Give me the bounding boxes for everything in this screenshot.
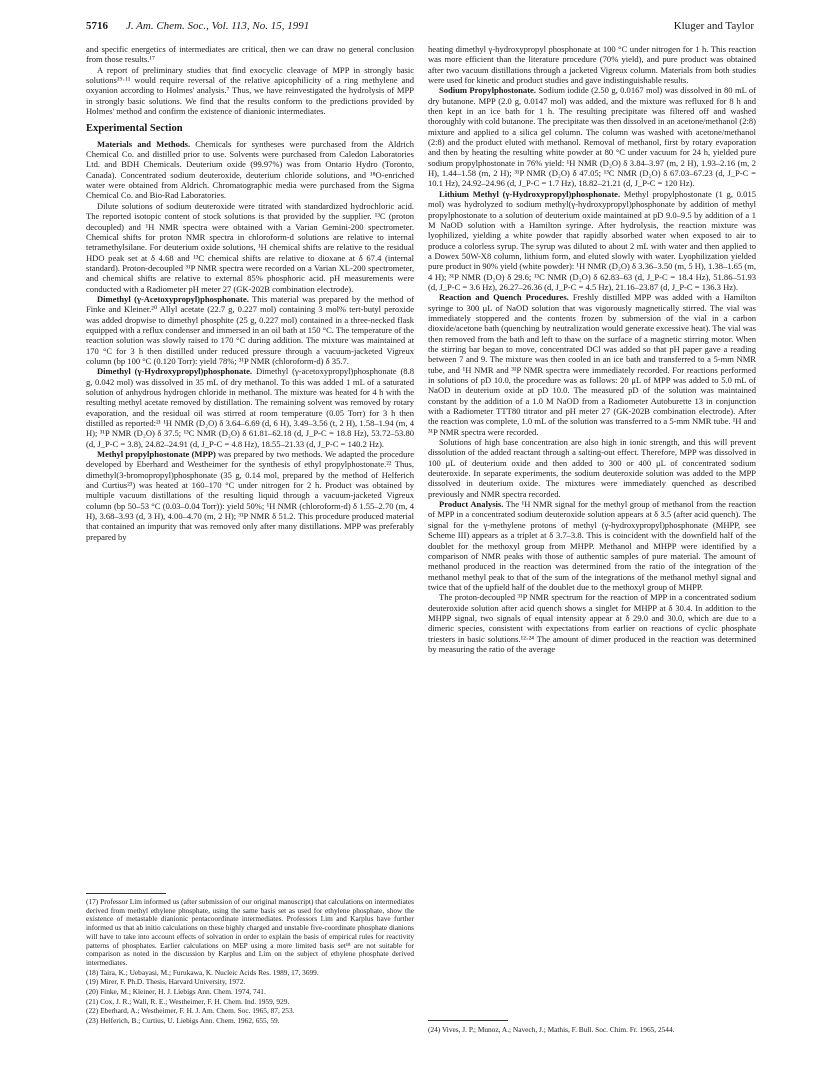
- footnotes-left: [86, 898, 414, 1027]
- footnote: (17) Professor Lim informed us (after submission of our original manuscript) that calculations on intermediates derived from methyl ethylene phosphate, using the same basis set as used for ethylene phosphate, show the existence of metastable dianionic pentacoordinate intermediates. Professors Lim and Karplus have further informed us that ab initio calculations on these highly charged and unstable five-coordinate phosphate dianions will have to take into account effects of solvation in order to explain the basis of empirical rules for reactivity patterns of phosphates. Earlier calculations on MEP using a more limited basis set¹⁸ are not suitable for comparison as noted in the discussion by Karplus and Lim on the subject of ethylene phosphate derived intermediates.: [86, 897, 414, 967]
- right-column: [428, 44, 756, 654]
- section-title: Experimental Section: [86, 123, 183, 135]
- footnote: (24) Vives, J. P.; Munoz, A.; Navech, J.; Mathis, F. Bull. Soc. Chim. Fr. 1965, 2544.: [428, 1025, 675, 1034]
- footnote: (18) Taira, K.; Uebayasi, M.; Furukawa, K. Nucleic Acids Res. 1989, 17, 3699.: [86, 967, 319, 977]
- lithium-methyl-text: Methyl propylphostonate (1 g, 0.015 mol) was hydrolyzed to sodium methyl(γ-hydroxypropyl)phosphonate by addition of methyl propylphostonate to a solution of deuterium oxide maintained at pD 9.0–9.5 by addition of a 1 M NaOD solution with a Hamilton syringe. After hydrolysis, the reaction mixture was lyophilized, yielding a white powder that rapidly absorbed water when exposed to air to produce a colorless syrup. The syrup was diluted to about 2 mL with water and then applied to a Dowex 50W-X8 column, lithium form, and eluted slowly with water. Lyophilization yielded pure product in 90% yield (white powder): ¹H NMR (D₂O) δ 3.36–3.50 (m, 5 H), 1.38–1.65 (m, 4 H); ³¹P NMR (D₂O) δ 29.6; ¹³C NMR (D₂O) δ 62.83–63 (d, J_P-C = 18.4 Hz), 51.86–51.93 (d, J_P-C = 3.6 Hz), 26.27–26.36 (d, J_P-C = 4.5 Hz), 21.16–23.87 (d, J_P-C = 136.3 Hz).: [428, 188, 757, 292]
- product-analysis-paragraph: [428, 499, 756, 592]
- page-number: 5716: [86, 20, 108, 32]
- sodium-propylphostonate-text: Sodium iodide (2.50 g, 0.0167 mol) was dissolved in 80 mL of dry butanone. MPP (2.0 g, 0.0147 mol) was added, and the mixture was refluxed for 8 h and then kept in an ice bath for 1 h. The resulting precipitate was filtered off and washed thoroughly with cold butanone. The precipitate was then dissolved in an acetone/methanol (2:8) mixture and applied to a silica gel column. The column was washed with acetone/methanol (2:8) and the product eluted with methanol. Removal of methanol, first by rotary evaporation and then by heating the resulting white powder at 80 °C under vacuum for 24 h, yielded pure sodium propylphostonate in 76% yield: ¹H NMR (D₂O) δ 3.84–3.97 (m, 2 H), 1.93–2.16 (m, 2 H), 1.44–1.58 (m, 2 H); ³¹P NMR (D₂O) δ 47.05; ¹³C NMR (D₂O) δ 67.03–67.23 (d, J_P-C = 10.1 Hz), 24.92–24.96 (d, J_P-C = 1.7 Hz), 18.82–21.21 (d, J_P-C = 120 Hz).: [428, 85, 757, 189]
- sodium-propylphostonate-heading: Sodium Propylphostonate.: [439, 85, 536, 96]
- footnote: (19) Mirer, F. Ph.D. Thesis, Harvard University, 1972.: [86, 977, 246, 987]
- footnote: (23) Helferich, B.; Curtius, U. Liebigs Ann. Chem. 1962, 655, 59.: [86, 1016, 280, 1026]
- product-analysis-paragraph-2: The proton-decoupled ³¹P NMR spectrum for the reaction of MPP in a concentrated sodium deuteroxide solution after acid quench shows a singlet for MHPP at δ 30.4. In addition to the MHPP signal, two signals of equal intensity appear at δ 29.0 and 30.0, which are due to a dimeric species, consistent with expectations from earlier on reactions of cyclic phosphate triesters in basic solutions.¹²·²⁴ The amount of dimer produced in the reaction was determined by measuring the ratio of the average: [428, 592, 756, 654]
- hydroxypropyl-heading: Dimethyl (γ-Hydroxypropyl)phosphonate.: [97, 366, 253, 377]
- continuation-paragraph: heating dimethyl γ-hydroxypropyl phosphonate at 100 °C under nitrogen for 1 h. This reaction was more efficient than the literature procedure (70% yield), and pure product was obtained after two vacuum distillations through a jacketed Vigreux column. Materials from both studies were used for kinetic and product studies and gave indistinguishable results.: [428, 44, 756, 86]
- materials-paragraph-2: Dilute solutions of sodium deuteroxide were titrated with standardized hydrochloric acid. The reported isotopic content of stock solutions is that provided by the supplier. ¹³C (proton decoupled) and ¹H NMR spectra were obtained with a Varian Gemini-200 spectrometer. Chemical shifts for proton NMR spectra in chloroform-d solutions are relative to internal tetramethylsilane. For deuterium oxide solutions, ¹H chemical shifts are relative to the residual HDO peak set at δ 4.68 and ¹³C chemical shifts are relative to dioxane at δ 67.4 (internal standard). Proton-decoupled ³¹P NMR spectra were recorded on a Varian XL-200 spectrometer, and chemical shifts are relative to external 85% phosphoric acid. pH measurements were conducted with a Radiometer pH meter 27 (GK-202B combination electrode).: [86, 200, 414, 294]
- sodium-propylphostonate-paragraph: [428, 85, 756, 188]
- mpp-heading: Methyl propylphostonate (MPP): [97, 449, 216, 460]
- footnotes-right: [428, 1026, 756, 1036]
- running-authors: Kluger and Taylor: [673, 20, 754, 32]
- hydroxypropyl-paragraph: [86, 366, 414, 449]
- footnote: (22) Eberhard, A.; Westheimer, F. H. J. Am. Chem. Soc. 1965, 87, 253.: [86, 1006, 295, 1016]
- footnote: (20) Finke, M.; Kleiner, H. J. Liebigs Ann. Chem. 1974, 741.: [86, 987, 266, 997]
- lithium-methyl-heading: Lithium Methyl (γ-Hydroxypropyl)phosphonate.: [439, 188, 621, 199]
- journal-citation: J. Am. Chem. Soc., Vol. 113, No. 15, 1991: [126, 20, 310, 32]
- hydroxypropyl-text: Dimethyl (γ-acetoxypropyl)phosphonate (8.8 g, 0.042 mol) was dissolved in 35 mL of dry methanol. To this was added 1 mL of a saturated solution of anhydrous hydrogen chloride in methanol. The mixture was heated for 4 h with the resulting methyl acetate removed by distillation. The remaining solvent was removed by rotary evaporation, and the residual oil was stirred at room temperature (0.05 Torr) for 3 h then distilled as reported:²¹ ¹H NMR (D₂O) δ 3.64–6.69 (d, 6 H), 3.49–3.56 (t, 2 H), 1.58–1.94 (m, 4 H); ³¹P NMR (D₂O) δ 37.5; ¹³C NMR (D₂O) δ 61.81–62.18 (d, J_P-C = 18.8 Hz), 53.72–53.80 (d, J_P-C = 3.8), 24.82–24.91 (d, J_P-C = 4.8 Hz), 18.55–21.33 (d, J_P-C = 140.2 Hz).: [86, 366, 414, 449]
- reaction-quench-text: Freshly distilled MPP was added with a Hamilton syringe to 300 μL of NaOD solution that was vigorously magnetically stirred. The vial was immediately stoppered and the contents frozen by submersion of the vial in a carbon dioxide/acetone bath (quenching by neutralization would generate excessive heat). The vial was then removed from the bath and left to thaw on the surface of a magnetic stirring motor. When the stirring bar began to move, concentrated DCl was added so that pH paper gave a reading between 7 and 9. The mixture was then cooled in an ice bath and transferred to a 5-mm NMR tube, and ¹H NMR and ³¹P NMR spectra were immediately recorded. For reactions performed in solutions of pD 10.0, the procedure was as follows: 20 μL of MPP was added to 5.0 mL of NaOD in deuterium oxide at pD 10.0. The measured pD of the solution was maintained constant by the addition of a 1.0 M NaOD from a Radiometer Autoburette 13 in conjunction with a Radiometer TTT80 titrator and pH meter 27 (GK-202B combination electrode). After the reaction was complete, 1.0 mL of the solution was transferred to a 5-mm NMR tube. ¹H and ³¹P NMR spectra were recorded.: [428, 292, 756, 437]
- reaction-quench-heading: Reaction and Quench Procedures.: [439, 292, 569, 303]
- mpp-text: was prepared by two methods. We adapted the procedure developed by Eberhard and Westheimer for the synthesis of ethyl propylphostonate.²² Thus, dimethyl(3-bromopropyl)phosphonate (35 g, 0.14 mol, prepared by the method of Helferich and Curtius²³) was heated at 160–170 °C under nitrogen for 2 h. Product was obtained by multiple vacuum distillations of the resulting liquid through a vacuum-jacketed Vigreux column (bp 50–53 °C (0.03–0.04 Torr)): yield 50%; ¹H NMR (chloroform-d) δ 1.55–2.70 (m, 4 H), 3.68–3.93 (d, 3 H), 4.00–4.70 (m, 2 H); ³¹P NMR δ 51.2. This procedure produced material that contained an impurity that was removed only after many distillations. MPP was preferably prepared by: [86, 449, 414, 542]
- materials-text: Chemicals for syntheses were purchased from the Aldrich Chemical Co. and distilled prior to use. Solvents were purchased from Caledon Laboratories Ltd. and BDH Chemicals. Deuterium oxide (99.97%) was from Ontario Hydro (Toronto, Canada). Concentrated sodium deuteroxide, deuterium chloride solutions, and ¹⁸O-enriched water were obtained from Aldrich. Chromatographic media were purchased from the Sigma Chemical Co. and Bio-Rad Laboratories.: [86, 138, 414, 201]
- mpp-paragraph: [86, 449, 414, 542]
- footnote-rule-left: [86, 893, 166, 894]
- materials-run-in-heading: Materials and Methods.: [97, 138, 191, 149]
- intro-paragraph-2: A report of preliminary studies that find exocyclic cleavage of MPP in strongly basic solutions¹⁹·¹¹ would require reversal of the relative apicophilicity of a ring methylene and oxyanion according to Holmes' analysis.⁷ Thus, we have reinvestigated the hydrolysis of MPP in strongly basic solutions. We find that the results conform to the predictions provided by Holmes' method and confirm the existence of dianionic intermediates.: [86, 64, 414, 117]
- left-column: [86, 44, 414, 542]
- running-header: [86, 20, 754, 36]
- footnote: (21) Cox, J. R.; Wall, R. E.; Westheimer, F. H. Chem. Ind. 1959, 929.: [86, 996, 290, 1006]
- footnote-rule-right: [428, 1020, 508, 1021]
- product-analysis-text: The ¹H NMR signal for the methyl group of methanol from the reaction of MPP in a concentrated sodium deuteroxide solution appears at δ 3.5 (after acid quench). The signal for the γ-methylene protons of methyl (γ-hydroxypropyl)phosphonate (MHPP, see Scheme III) appears as a triplet at δ 3.7–3.8. This is coincident with the downfield half of the doublet for the methoxyl group from MHPP. Methanol and MHPP were identified by a comparison of NMR peaks with those of authentic samples of pure material. The amount of methanol produced in the reaction was determined from the ratio of the integration of the methanol methyl peak to that of the sum of the integrations of the methanol methyl signal and twice that of the upfield half of the doublet due to the methoxyl group of MHPP.: [428, 499, 756, 592]
- reaction-quench-paragraph: [428, 292, 756, 437]
- reaction-quench-paragraph-2: Solutions of high base concentration are also high in ionic strength, and this will prevent dissolution of the added reactant through a salting-out effect. Therefore, MPP was dissolved in 100 μL of deuterium oxide and then added to 300 or 400 μL of concentrated sodium deuteroxide. In separate experiments, the sodium deuteroxide solution was added to the MPP dissolved in deuterium oxide. The mixtures were immediately quenched as described previously and NMR spectra recorded.: [428, 437, 756, 499]
- acetoxypropyl-heading: Dimethyl (γ-Acetoxypropyl)phosphonate.: [97, 293, 249, 304]
- intro-paragraph-1: and specific energetics of intermediates are critical, then we can draw no general conclusion from those results.¹⁷: [86, 44, 414, 65]
- lithium-methyl-paragraph: [428, 189, 756, 292]
- product-analysis-heading: Product Analysis.: [439, 499, 504, 510]
- materials-paragraph: [86, 139, 414, 201]
- acetoxypropyl-text: This material was prepared by the method of Finke and Kleiner.²⁰ Allyl acetate (22.7 g, 0.227 mol) containing 3 mol% tert-butyl peroxide was added dropwise to dimethyl phosphite (25 g, 0.227 mol) contained in a three-necked flask equipped with a reflux condenser and immersed in an oil bath at 150 °C. The temperature of the reaction solution was slowly raised to 170 °C during addition. The mixture was maintained at 170 °C for 3 h then distilled under reduced pressure through a vacuum-jacketed Vigreux column (bp 100 °C (0.120 Torr): yield 78%; ³¹P NMR (chloroform-d) δ 35.7.: [86, 293, 414, 366]
- acetoxypropyl-paragraph: [86, 294, 414, 366]
